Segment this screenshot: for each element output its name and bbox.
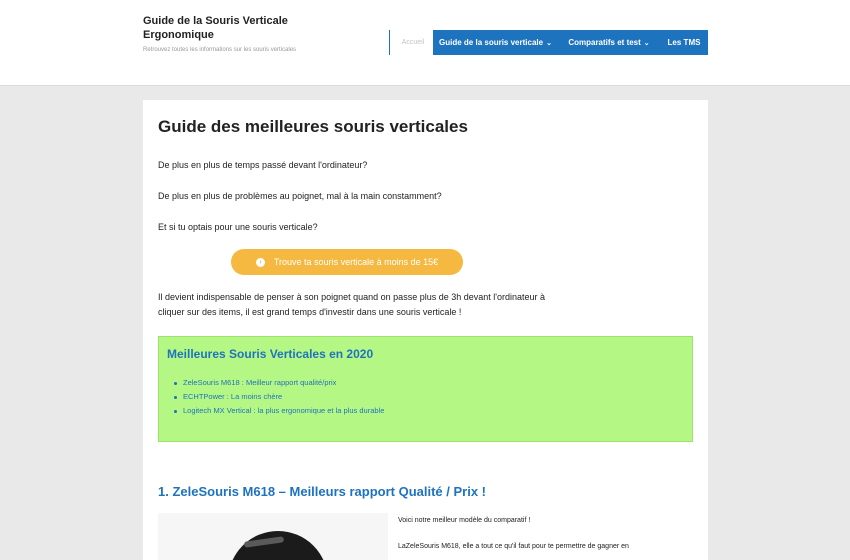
highlight-box xyxy=(158,336,693,442)
section-text: LaZeleSouris M618, elle a tout ce qu'il faut pour te permettre de gagner en xyxy=(398,543,629,550)
page-title: Guide des meilleures souris verticales xyxy=(158,117,468,136)
nav-item-guide[interactable] xyxy=(433,30,558,55)
nav-item-comparatifs[interactable] xyxy=(558,30,660,55)
mouse-image-shape xyxy=(228,531,328,560)
site-header xyxy=(0,0,850,86)
chevron-down-icon: ⌄ xyxy=(546,39,552,47)
highlight-title: Meilleures Souris Verticales en 2020 xyxy=(167,347,374,361)
nav-item-label: Les TMS xyxy=(667,38,701,47)
list-item[interactable]: ZeleSouris M618 : Meilleur rapport qualité/prix xyxy=(181,376,384,390)
site-title[interactable]: Guide de la Souris Verticale Ergonomique xyxy=(143,15,288,41)
site-description: Retrouvez toutes les informations sur les souris verticales xyxy=(143,47,297,53)
nav-item-label: Guide de la souris verticale xyxy=(439,38,544,47)
nav-item-home[interactable]: Accueil xyxy=(401,39,425,46)
intro-paragraph: Et si tu optais pour une souris verticale? xyxy=(158,222,318,232)
intro-paragraph: De plus en plus de temps passé devant l'ordinateur? xyxy=(158,160,368,170)
cta-label: Trouve ta souris verticale à moins de 15€ xyxy=(273,257,439,267)
cta-button[interactable] xyxy=(231,249,463,275)
nav-divider xyxy=(389,30,390,55)
nav-item-tms[interactable] xyxy=(660,30,708,55)
list-item[interactable]: Logitech MX Vertical : la plus ergonomique et la plus durable xyxy=(181,404,384,418)
arrow-circle-right-icon: › xyxy=(256,258,265,267)
main-nav xyxy=(433,30,708,55)
nav-item-label: Comparatifs et test xyxy=(568,38,641,47)
highlight-list xyxy=(181,376,384,418)
body-paragraph: Il devient indispensable de penser à son poignet quand on passe plus de 3h devant l'ordinateur à cliquer sur des items, il est grand temps d'investir dans une souris verticale ! xyxy=(158,292,545,317)
section-text: Voici notre meilleur modèle du comparatif ! xyxy=(398,517,531,524)
chevron-down-icon: ⌄ xyxy=(643,39,650,47)
intro-paragraph: De plus en plus de problèmes au poignet, mal à la main constamment? xyxy=(158,191,442,201)
article-content xyxy=(143,100,708,560)
list-item[interactable]: ECHTPower : La moins chère xyxy=(181,390,384,404)
product-image[interactable] xyxy=(158,513,388,560)
section-title: 1. ZeleSouris M618 – Meilleurs rapport Qualité / Prix ! xyxy=(158,484,486,499)
